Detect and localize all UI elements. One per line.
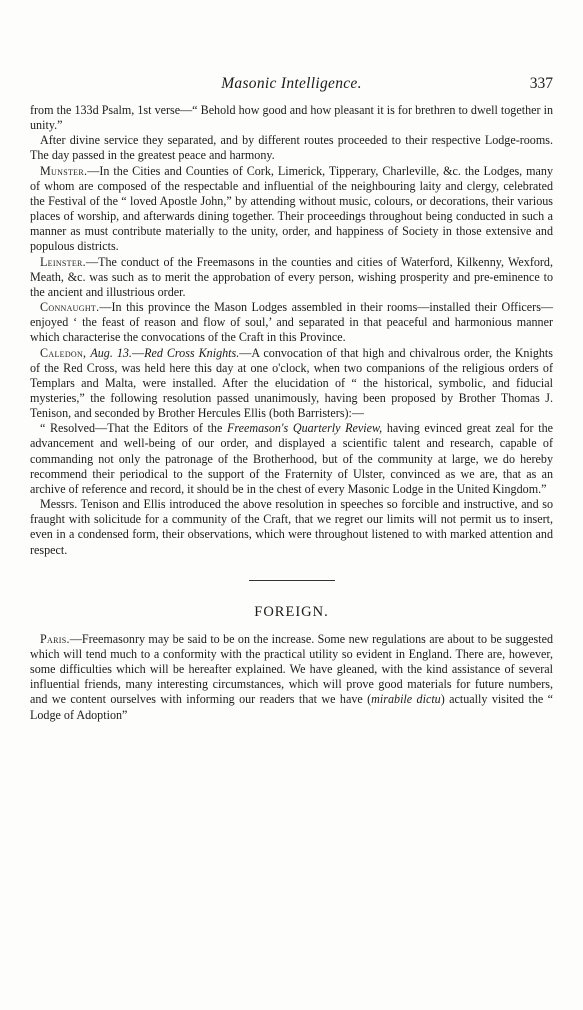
section-divider <box>249 580 335 581</box>
caledon-subject: Red Cross Knights. <box>144 345 240 360</box>
leinster-lead: Leinster. <box>40 254 86 269</box>
paragraph-leinster <box>30 255 553 300</box>
caledon-text: —A convocation of that high and chivalrous order, the Knights of the Red Cross, was held here this day at one o'clock, when two companions of the religious orders of Templars and Malta, were installed. After the elucidation of “ the historical, symbolic, and fiducial mysteries,” the following resolution passed unanimously, having been proposed by Brother Thomas J. Tenison, and seconded by Brother Hercules Ellis (both Barristers):— <box>30 345 553 421</box>
munster-text: —In the Cities and Counties of Cork, Limerick, Tipperary, Charleville, &c. the Lodges, many of whom are composed of the respectable and influential of the neighbouring laity and clergy, celebrated the Festival of the “ loved Apostle John,” by attending without music, colours, or decorations, their various places of worship, and afterwards dining together. Their proceedings throughout being conducted in such a manner as must contribute materially to the unity, order, and happiness of Society in those extensive and populous districts. <box>30 163 553 254</box>
paris-italic: mirabile dictu <box>371 692 441 707</box>
paragraph-caledon <box>30 346 553 422</box>
paragraph-resolution <box>30 421 553 497</box>
running-head <box>30 75 553 95</box>
paris-text-b: ) actually visited the “ Lodge of Adoption” <box>30 692 554 722</box>
paragraph-connaught <box>30 300 553 345</box>
munster-lead: Munster. <box>40 163 88 178</box>
caledon-dash: — <box>131 345 145 360</box>
paragraph-messrs: Messrs. Tenison and Ellis introduced the above resolution in speeches so forcible and instructive, and so fraught with solicitude for a community of the Craft, that we regret our limits will not permit us to insert, even in a condensed form, their observations, which were throughout listened to with marked attention and respect. <box>30 497 553 557</box>
running-title: Masonic Intelligence. <box>221 75 362 92</box>
resolution-periodical-title: Freemason's Quarterly Review, <box>226 421 383 436</box>
paris-text-a: —Freemasonry may be said to be on the increase. Some new regulations are about to be suggested which will tend much to a conformity with the practical utility so evident in England. There are, however, some difficulties which will be hereafter explained. We have gleaned, with the kind assistance of several influential friends, many interesting circumstances, which will prove good materials for future numbers, and we content ourselves with informing our readers that we have ( <box>30 631 553 707</box>
page-number: 337 <box>529 75 553 92</box>
leinster-text: —The conduct of the Freemasons in the counties and cities of Waterford, Kilkenny, Wexford, Meath, &c. was such as to merit the approbation of every person, wishing prosperity and pre-eminence to the ancient and illustrious order. <box>30 254 553 299</box>
resolution-text-a: “ Resolved—That the Editors of the <box>40 421 227 436</box>
article-body <box>30 103 553 723</box>
caledon-date: Aug. 13. <box>90 345 132 360</box>
paragraph-psalm: from the 133d Psalm, 1st verse—“ Behold how good and how pleasant it is for brethren to dwell together in unity.” <box>30 103 553 133</box>
paris-lead: Paris. <box>40 631 70 646</box>
resolution-text-b: having evinced great zeal for the advancement and well-being of our order, and displayed a scientific talent and research, capable of commanding not only the patronage of the Brotherhood, but of the community at large, we do hereby recommend their periodical to the support of the Fraternity of Ulster, convinced as we are, that as an archive of reference and record, it should be in the chest of every Masonic Lodge in the United Kingdom.” <box>30 421 553 496</box>
caledon-lead: Caledon, <box>40 345 87 360</box>
paragraph-munster <box>30 164 553 255</box>
section-heading-foreign: FOREIGN. <box>254 603 329 620</box>
paragraph-paris <box>30 632 553 723</box>
connaught-lead: Connaught. <box>40 300 100 315</box>
connaught-text: —In this province the Mason Lodges assembled in their rooms—installed their Officers—enjoyed ‘ the feast of reason and flow of soul,’ and separated in that peaceful and harmonious manner which characterise the convocations of the Craft in this Province. <box>30 300 553 345</box>
paragraph-divine-service: After divine service they separated, and by different routes proceeded to their respective Lodge-rooms. The day passed in the greatest peace and harmony. <box>30 133 553 163</box>
